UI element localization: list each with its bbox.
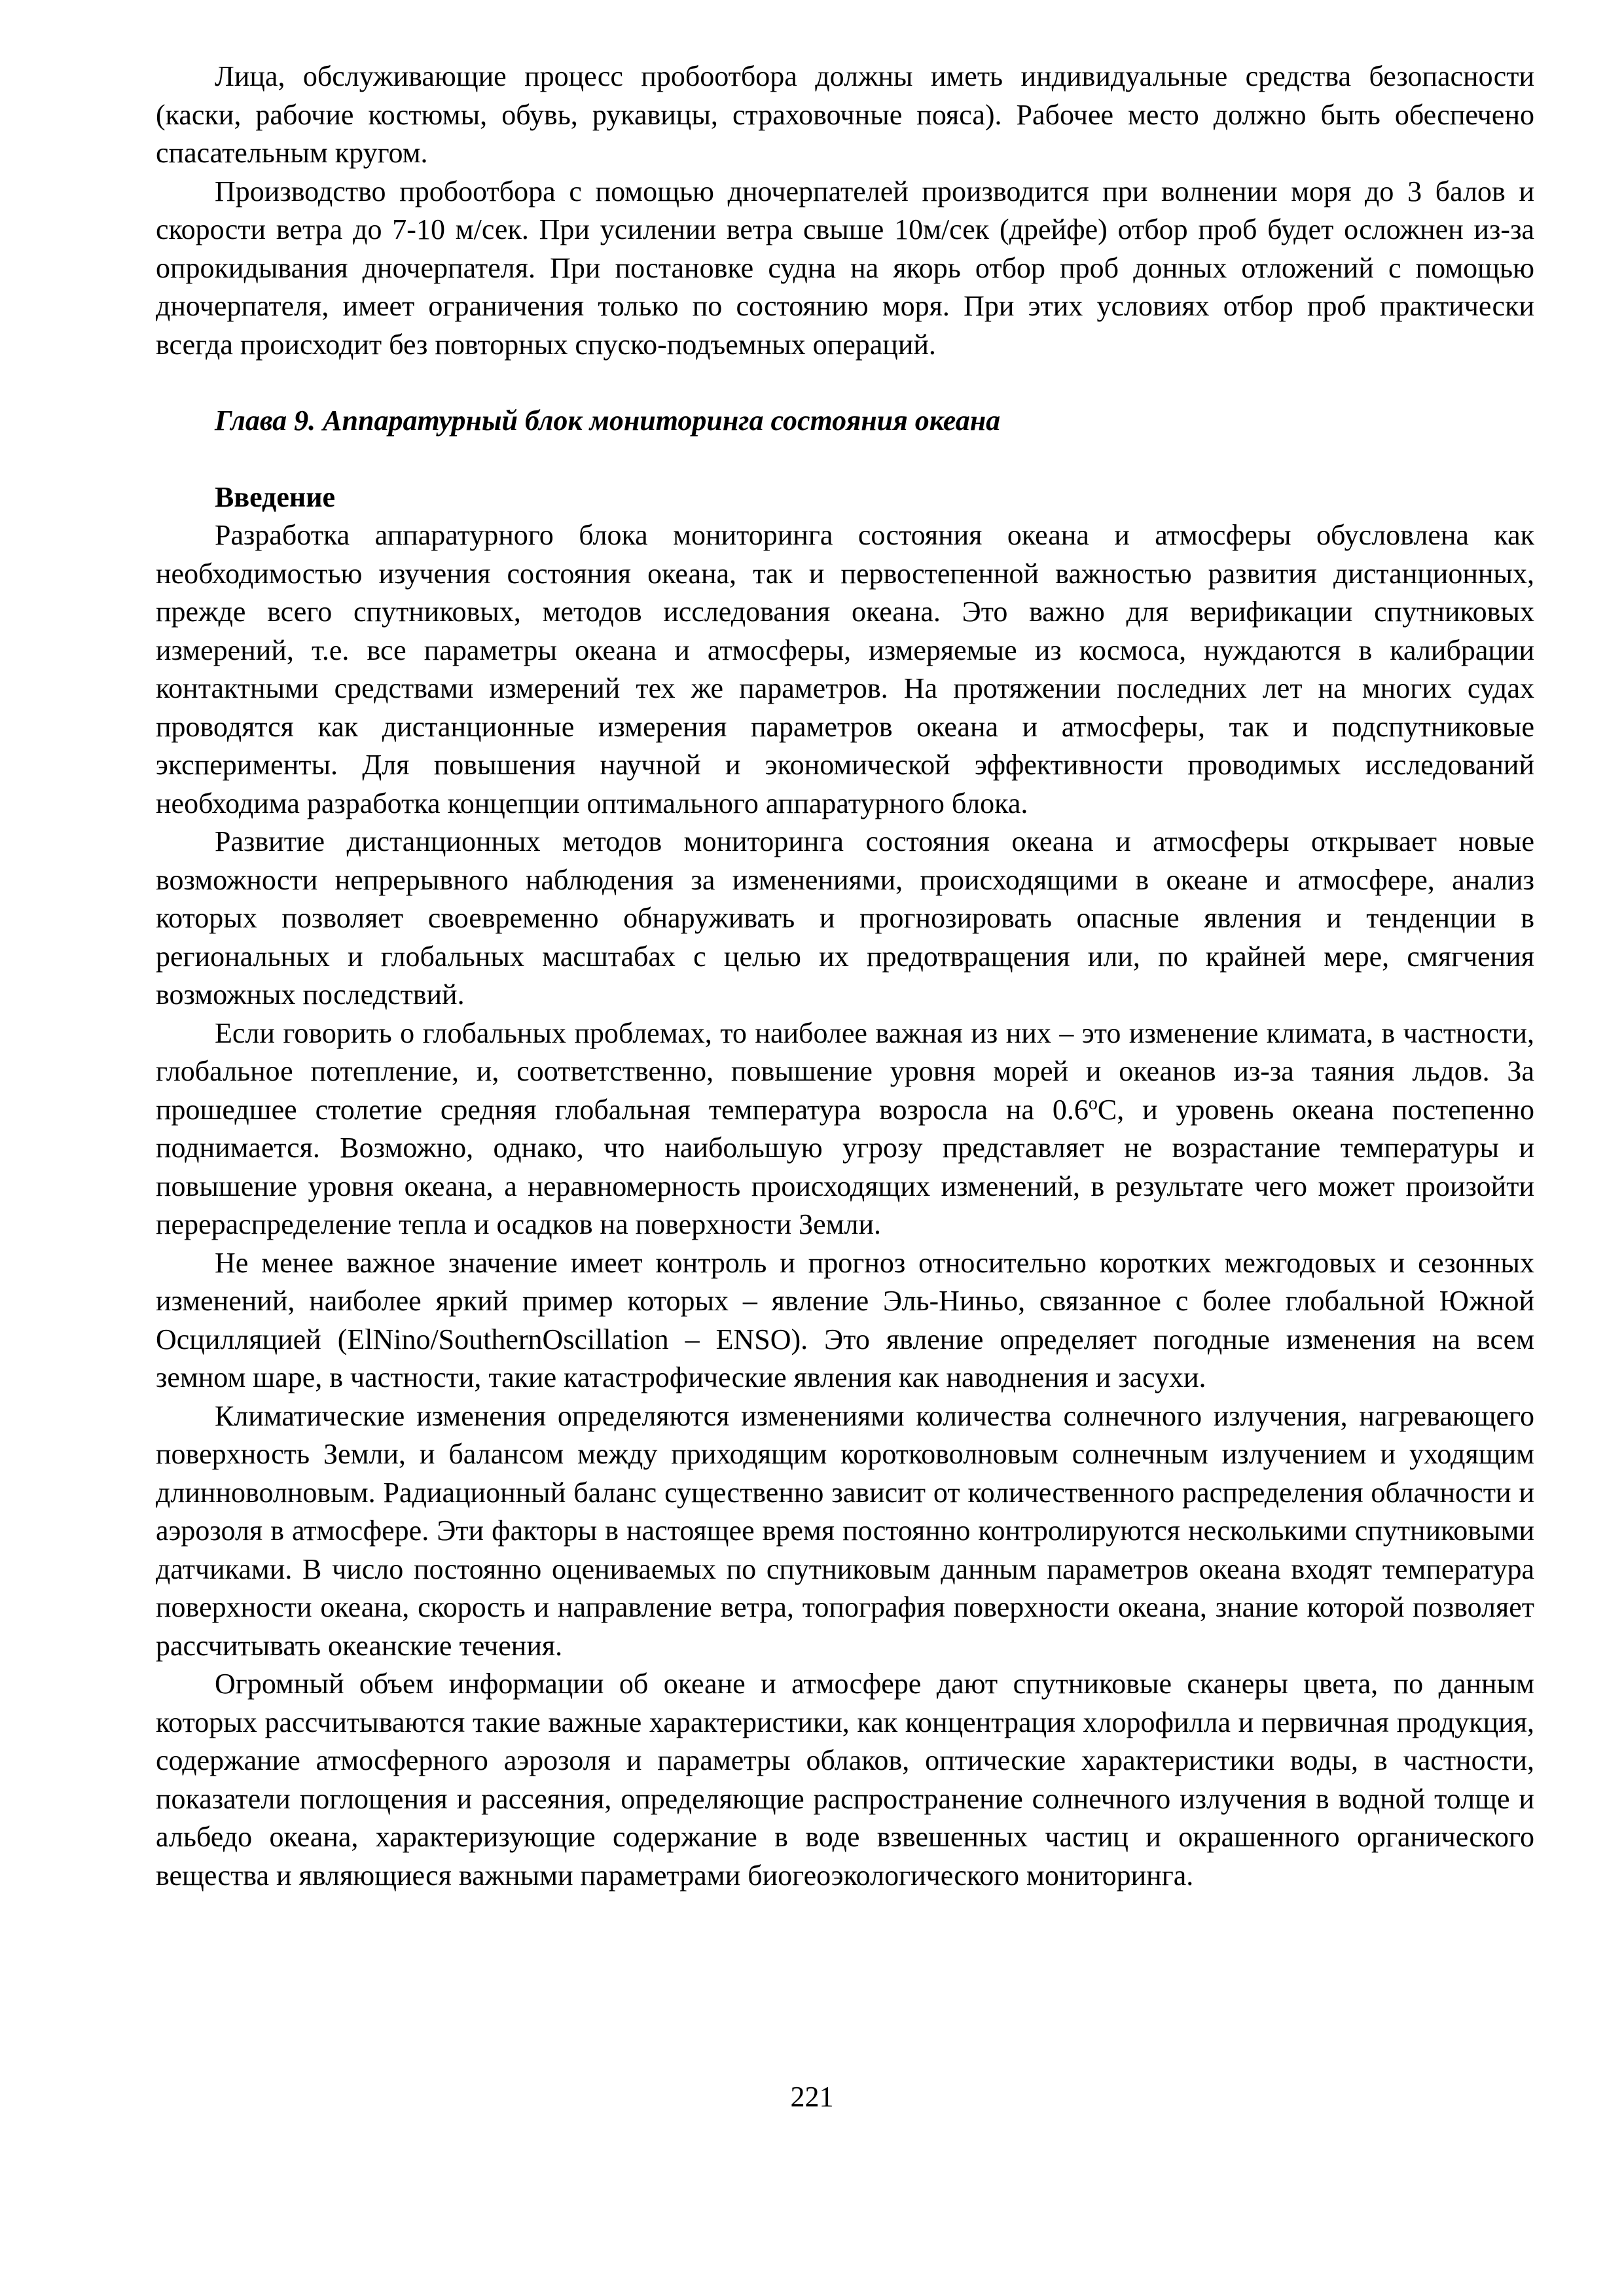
paragraph-color-scanners: Огромный объем информации об океане и атмосфере дают спутниковые сканеры цвета, по данным которых рассчитываются такие важные характеристики, как концентрация хлорофилла и первичная продукция, содержание атмосферного аэрозоля и параметры облаков, оптические характеристики воды, в частности, показатели поглощения и рассеяния, определяющие распространение солнечного излучения в водной толще и альбедо океана, характеризующие содержание в воде взвешенных частиц и окрашенного органического вещества и являющиеся важными параметрами биогеоэкологического мониторинга. xyxy=(156,1668,1534,1892)
page-number: 221 xyxy=(790,2081,834,2113)
paragraph-radiation-balance: Климатические изменения определяются изменениями количества солнечного излучения, нагревающего поверхность Земли, и балансом между приходящим коротковолновым солнечным излучением и уходящим длинноволновым. Радиационный баланс существенно зависит от количественного распределения облачности и аэрозоля в атмосфере. Эти факторы в настоящее время постоянно контролируются несколькими спутниковыми датчиками. В число постоянно оцениваемых по спутниковым данным параметров океана входят температура поверхности океана, скорость и направление ветра, топография поверхности океана, знание которой позволяет рассчитывать океанские течения. xyxy=(156,1399,1534,1662)
paragraph-el-nino: Не менее важное значение имеет контроль и прогноз относительно коротких межгодовых и сезонных изменений, наиболее яркий пример которых – явление Эль-Ниньо, связанное с более глобальной Южной Осцилляцией (ElNino/SouthernOscillation – ENSO). Это явление определяет погодные изменения на всем земном шаре, в частности, такие катастрофические явления как наводнения и засухи. xyxy=(156,1246,1534,1393)
climate-text-after: С, и уровень океана постепенно поднимается. Возможно, однако, что наибольшую угрозу представляет не возрастание температуры и повышение уровня океана, а неравномерность происходящих изменений, в результате чего может произойти перераспределение тепла и осадков на поверхности Земли. xyxy=(156,1093,1534,1240)
paragraph-safety-equipment: Лица, обслуживающие процесс пробоотбора должны иметь индивидуальные средства безопасности (каски, рабочие костюмы, обувь, рукавицы, страховочные пояса). Рабочее место должно быть обеспечено спасательным кругом. xyxy=(156,60,1534,169)
paragraph-remote-methods: Развитие дистанционных методов мониторинга состояния океана и атмосферы открывает новые возможности непрерывного наблюдения за изменениями, происходящими в океане и атмосфере, анализ которых позволяет своевременно обнаруживать и прогнозировать опасные явления и тенденции в региональных и глобальных масштабах с целью их предотвращения или, по крайней мере, смягчения возможных последствий. xyxy=(156,825,1534,1011)
degree-sign: o xyxy=(1088,1092,1098,1113)
document-page xyxy=(156,58,1534,1895)
paragraph-global-climate xyxy=(156,1014,1534,1244)
paragraph-block-development: Разработка аппаратурного блока мониторинга состояния океана и атмосферы обусловлена как необходимостью изучения состояния океана, так и первостепенной важностью развития дистанционных, прежде всего спутниковых, методов исследования океана. Это важно для верификации спутниковых измерений, т.е. все параметры океана и атмосферы, измеряемые из космоса, нуждаются в калибрации контактными средствами измерений тех же параметров. На протяжении последних лет на многих судах проводятся как дистанционные измерения параметров океана и атмосферы, так и подспутниковые эксперименты. Для повышения научной и экономической эффективности проводимых исследований необходима разработка концепции оптимального аппаратурного блока. xyxy=(156,519,1534,819)
paragraph-sampling-conditions: Производство пробоотбора с помощью дночерпателей производится при волнении моря до 3 балов и скорости ветра до 7-10 м/сек. При усилении ветра свыше 10м/сек (дрейфе) отбор проб будет осложнен из-за опрокидывания дночерпателя. При постановке судна на якорь отбор проб донных отложений с помощью дночерпателя, имеет ограничения только по состоянию моря. При этих условиях отбор проб практически всегда происходит без повторных спуско-подъемных операций. xyxy=(156,175,1534,361)
climate-text-before: Если говорить о глобальных проблемах, то наиболее важная из них – это изменение климата, в частности, глобальное потепление, и, соответственно, повышение уровня морей и океанов из-за таяния льдов. За прошедшее столетие средняя глобальная температура возросла на 0.6 xyxy=(156,1016,1534,1126)
chapter-title: Глава 9. Аппаратурный блок мониторинга состояния океана xyxy=(215,404,1001,437)
section-title: Введение xyxy=(215,480,336,513)
